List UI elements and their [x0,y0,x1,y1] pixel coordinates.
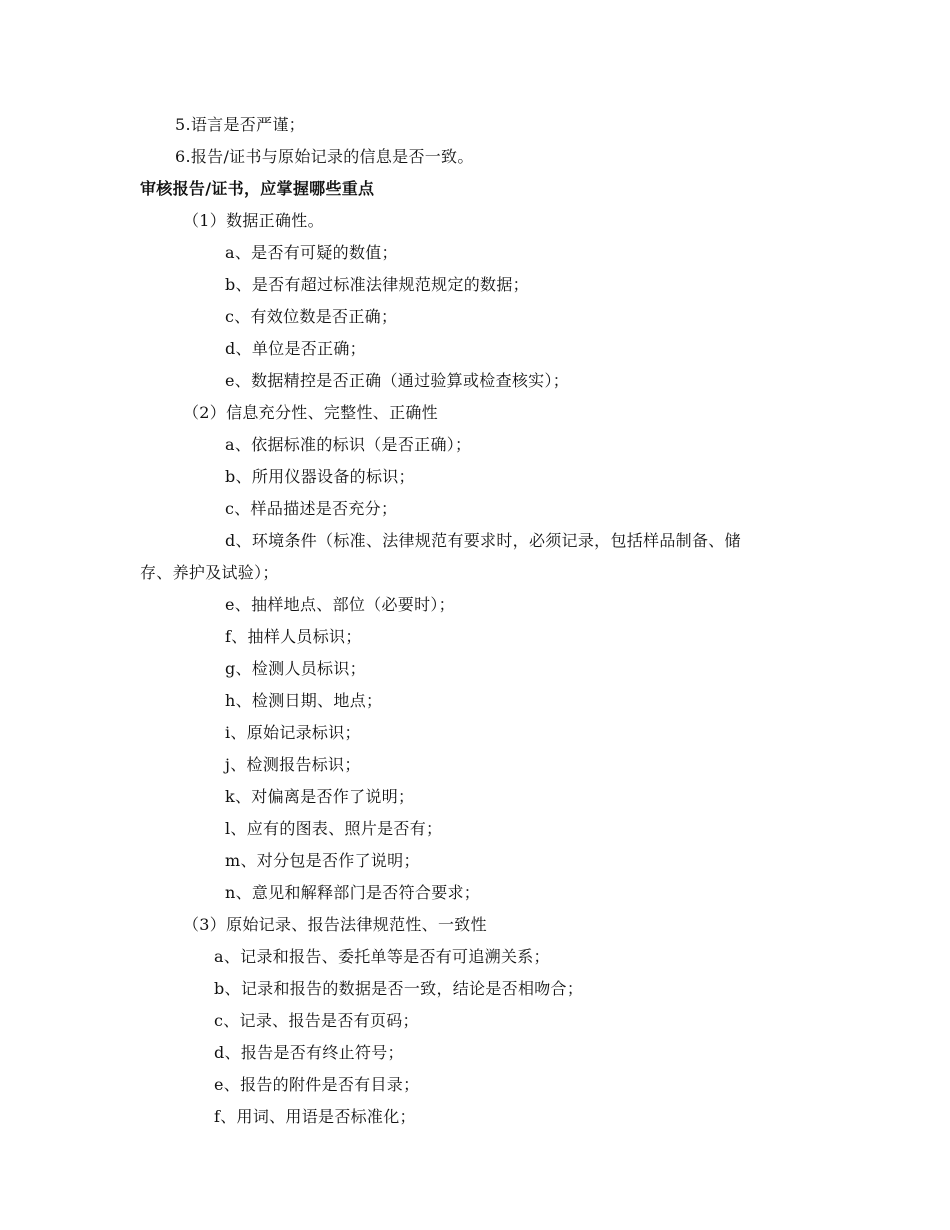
section-2-item: a、依据标准的标识（是否正确）； [225,435,472,454]
section-3-item: f、用词、用语是否标准化； [214,1107,416,1126]
section-2-item: m、对分包是否作了说明； [225,851,420,870]
section-2-item: c、样品描述是否充分； [225,499,398,518]
section-1-item: e、数据精控是否正确（通过验算或检查核实）； [225,371,570,390]
section-1-item: b、是否有超过标准法律规范规定的数据； [225,275,529,294]
section-2-item: g、检测人员标识； [225,659,366,678]
section-2-item: b、所用仪器设备的标识； [225,467,415,486]
section-2-item: i、原始记录标识； [225,723,361,742]
section-2-title: （2）信息充分性、完整性、正确性 [183,403,438,422]
intro-item-5: 5.语言是否严谨； [175,115,305,134]
section-2-item: l、应有的图表、照片是否有； [225,819,443,838]
section-1-item: c、有效位数是否正确； [225,307,398,326]
section-heading: 审核报告/证书，应掌握哪些重点 [140,179,375,198]
section-3-title: （3）原始记录、报告法律规范性、一致性 [183,915,487,934]
section-2-item: n、意见和解释部门是否符合要求； [225,883,481,902]
section-3-item: e、报告的附件是否有目录； [214,1075,420,1094]
section-3-item: a、记录和报告、委托单等是否有可追溯关系； [214,947,550,966]
section-3-item: d、报告是否有终止符号； [214,1043,404,1062]
section-2-item: d、环境条件（标准、法律规范有要求时，必须记录，包括样品制备、储 [225,531,741,550]
section-2-item: j、检测报告标识； [225,755,361,774]
section-3-item: b、记录和报告的数据是否一致，结论是否相吻合； [214,979,584,998]
section-1-item: a、是否有可疑的数值； [225,243,398,262]
section-2-item: k、对偏离是否作了说明； [225,787,415,806]
section-2-item: e、抽样地点、部位（必要时）； [225,595,455,614]
section-1-title: （1）数据正确性。 [183,211,324,230]
section-2-item-continuation: 存、养护及试验）； [140,563,279,582]
intro-item-6: 6.报告/证书与原始记录的信息是否一致。 [175,147,474,166]
section-1-item: d、单位是否正确； [225,339,366,358]
section-2-item: f、抽样人员标识； [225,627,362,646]
section-2-item: h、检测日期、地点； [225,691,383,710]
section-3-item: c、记录、报告是否有页码； [214,1011,419,1030]
